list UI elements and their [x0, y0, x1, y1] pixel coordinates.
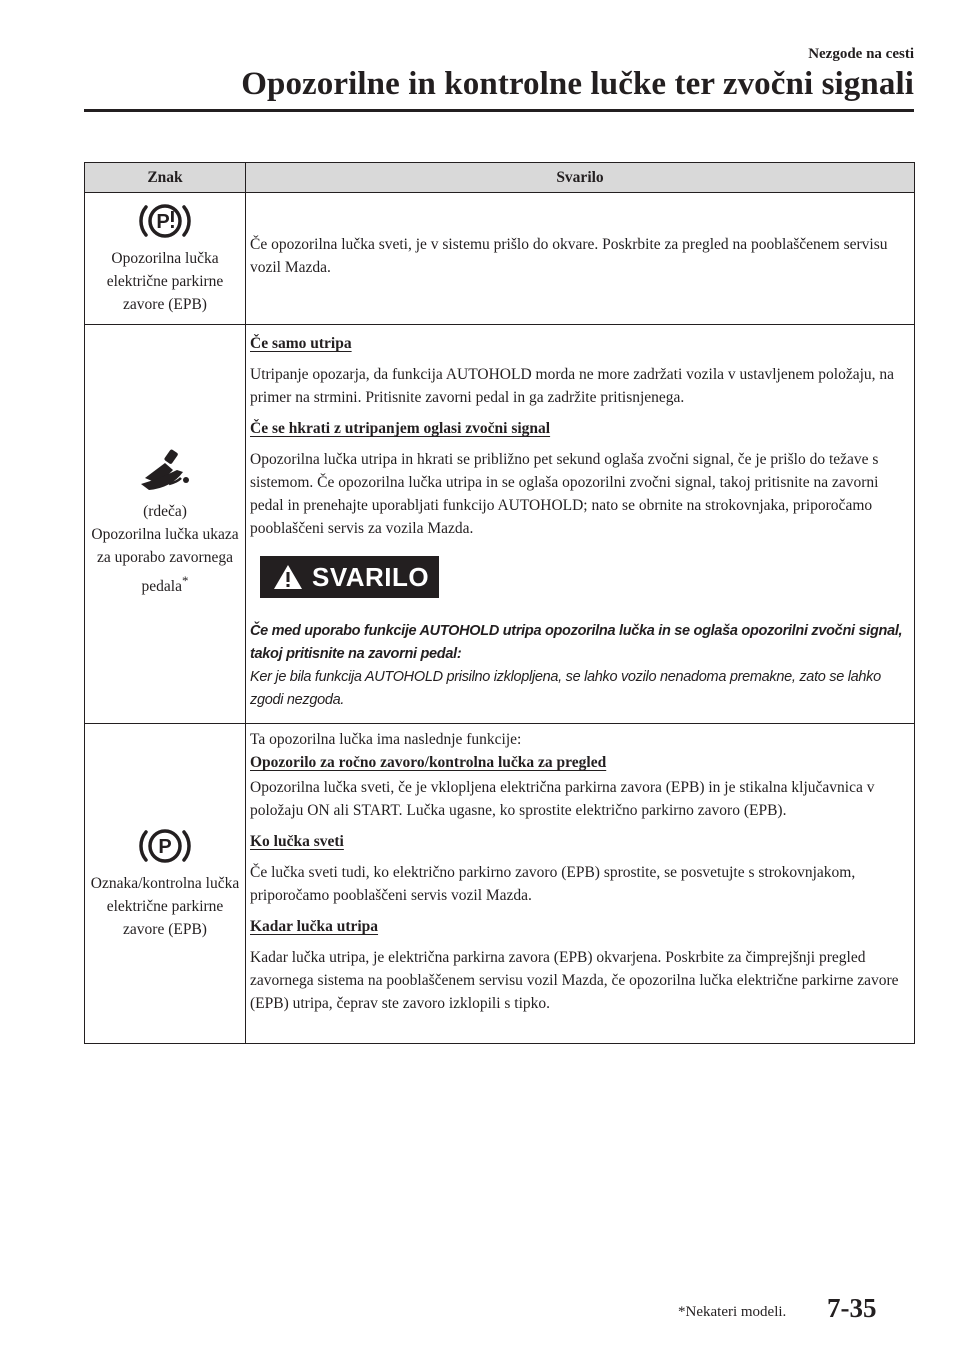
- epb-warning-icon: [136, 199, 194, 243]
- table-row: [85, 193, 915, 325]
- subheading: Opozorilo za ročno zavoro/kontrolna lučka za pregled: [250, 754, 607, 771]
- sign-cell: [85, 325, 246, 724]
- warning-cell: [246, 724, 915, 1044]
- table-row: [85, 325, 915, 724]
- warning-text: Kadar lučka utripa, je električna parkirna zavora (EPB) okvarjena. Poskrbite za čimprejšnji pregled zavornega sistema na pooblaščenem servisu vozil Mazda, če opozorilna lučka električne parkirne zavore (EPB) utripa, čeprav ste zavoro izklopili s tipko.: [250, 949, 899, 1012]
- column-header-warning: Svarilo: [246, 163, 915, 193]
- parking-p-icon: [136, 824, 194, 868]
- sign-label: Opozorilna lučka ukaza za uporabo zavornega pedala: [91, 525, 239, 596]
- caution-heading: Če med uporabo funkcije AUTOHOLD utripa opozorilna lučka in se oglaša opozorilni zvočni signal, takoj pritisnite na zavorni pedal:: [250, 623, 903, 662]
- subheading: Če se hkrati z utripanjem oglasi zvočni signal: [250, 420, 551, 437]
- sign-label: Oznaka/kontrolna lučka električne parkirne zavore (EPB): [90, 875, 240, 938]
- page-number: 7-35: [827, 1293, 877, 1323]
- sign-cell: [85, 724, 246, 1044]
- warning-text: Opozorilna lučka sveti, če je vklopljena električna parkirna zavora (EPB) in je stikalna ključavnica v položaju ON ali START. Lučka ugasne, ko sprostite električno parkirno zavoro (EPB).: [250, 779, 875, 819]
- svg-text:P: P: [158, 836, 172, 858]
- table-row: [85, 724, 915, 1044]
- subheading: Če samo utripa: [250, 335, 352, 352]
- subheading: Ko lučka sveti: [250, 833, 344, 850]
- sign-label-color: (rdeča): [143, 502, 187, 520]
- subheading: Kadar lučka utripa: [250, 918, 379, 935]
- warning-text: Če opozorilna lučka sveti, je v sistemu prišlo do okvare. Poskrbite za pregled na pooblaščenem servisu vozil Mazda.: [250, 236, 888, 276]
- warning-text: Opozorilna lučka utripa in hkrati se približno pet sekund oglaša zvočni signal, če je prišlo do težave s sistemom. Če opozorilna lučka utripa in se oglaša opozorilni zvočni signal, takoj pritisnite na zavorni pedal in prenehajte uporabljati funkcijo AUTOHOLD; nato se obrnite na strokovnjaka, priporočamo pooblaščeni servis za vozila Mazda.: [250, 451, 879, 537]
- header-rule: [84, 109, 914, 112]
- footnote-mark: *: [182, 572, 189, 588]
- warning-text: Utripanje opozarja, da funkcija AUTOHOLD morda ne more zadržati vozila v ustavljenem položaju, na primer na strmini. Pritisnite zavorni pedal in ga zadržite pritisnjenega.: [250, 366, 895, 406]
- column-header-sign: Znak: [85, 163, 246, 193]
- caution-text-block: [250, 620, 910, 712]
- section-label: Nezgode na cesti: [808, 46, 914, 62]
- intro-text: Ta opozorilna lučka ima naslednje funkcije:: [250, 731, 522, 748]
- warning-text: Če lučka sveti tudi, ko električno parkirno zavoro (EPB) sprostite, se posvetujte s strokovnjakom, priporočamo pooblaščeni servis vozil Mazda.: [250, 864, 856, 904]
- warning-cell: [246, 325, 915, 724]
- brake-pedal-icon: [137, 448, 193, 496]
- footnote: *Nekateri modeli.: [678, 1304, 787, 1320]
- svg-text:P: P: [156, 211, 170, 233]
- warning-table: [84, 162, 915, 1044]
- caution-body: Ker je bila funkcija AUTOHOLD prisilno izklopljena, se lahko vozilo nenadoma premakne, zato se lahko zgodi nezgoda.: [250, 669, 881, 708]
- sign-cell: [85, 193, 246, 325]
- caution-badge: [260, 556, 439, 598]
- page-title: Opozorilne in kontrolne lučke ter zvočni signali: [241, 66, 914, 102]
- table-header-row: [85, 163, 915, 193]
- caution-label: SVARILO: [312, 561, 430, 592]
- warning-triangle-icon: [272, 563, 304, 591]
- sign-label: Opozorilna lučka električne parkirne zavore (EPB): [106, 250, 224, 313]
- warning-cell: [246, 193, 915, 325]
